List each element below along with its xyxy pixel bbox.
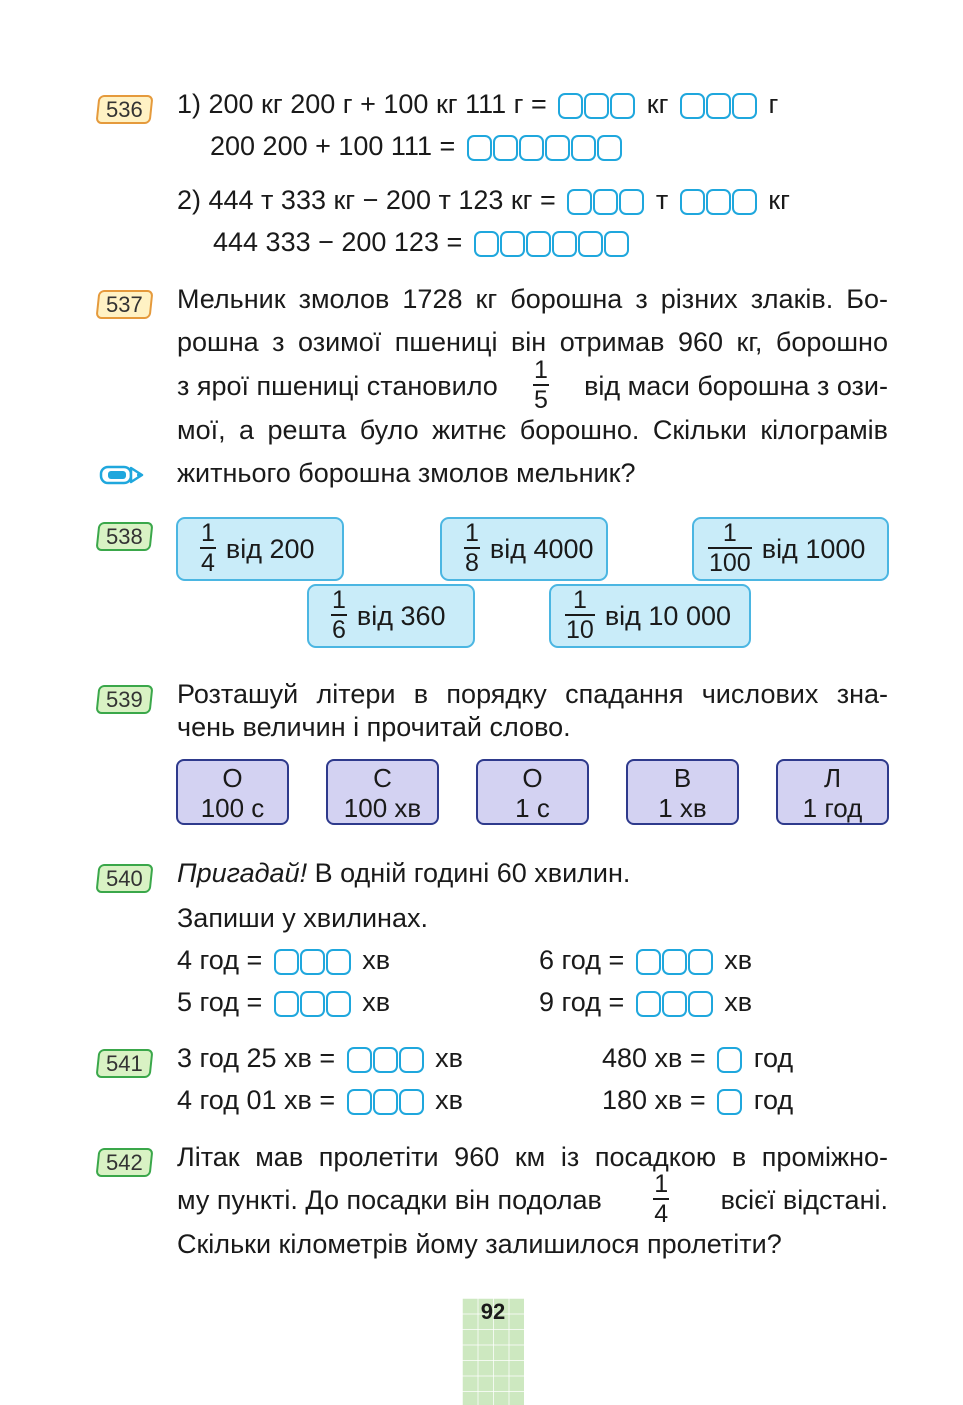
- exercise-number-542: 542: [95, 1148, 153, 1177]
- page-number: 92: [480, 1299, 506, 1324]
- answer-boxes[interactable]: [717, 1089, 742, 1115]
- fraction-task-card: $\frac{1}{6}$ від 360: [307, 584, 475, 648]
- answer-cell[interactable]: [567, 189, 592, 215]
- fraction-task-card: $\frac{1}{8}$ від 4000: [440, 517, 608, 581]
- answer-cell[interactable]: [326, 991, 351, 1017]
- answer-cell[interactable]: [347, 1047, 372, 1073]
- ex537-line-2: рошна з озимої пшениці він отримав 960 кг, борошно: [177, 327, 888, 357]
- answer-cell[interactable]: [373, 1089, 398, 1115]
- answer-boxes[interactable]: [274, 991, 351, 1017]
- answer-cell[interactable]: [552, 231, 577, 257]
- ex542-line-3: Скільки кілометрів йому залишилося пролетіти?: [177, 1229, 782, 1259]
- ex540-task: Запиши у хвилинах.: [177, 903, 428, 933]
- letter-card[interactable]: О 1 с: [476, 759, 589, 825]
- ex541-row: 4 год 01 хв = хв: [177, 1085, 463, 1115]
- fraction: $\frac{1}{8}$: [465, 518, 479, 577]
- ex541-row: 180 хв = год: [602, 1085, 794, 1115]
- answer-cell[interactable]: [610, 93, 635, 119]
- answer-cell[interactable]: [662, 949, 687, 975]
- ex540-row: 6 год = хв: [539, 945, 753, 975]
- answer-boxes[interactable]: [636, 949, 713, 975]
- ex536-line-4: 444 333 − 200 123 =: [213, 226, 633, 258]
- answer-cell[interactable]: [584, 93, 609, 119]
- letter-card[interactable]: Л 1 год: [776, 759, 889, 825]
- answer-boxes[interactable]: [567, 189, 644, 215]
- answer-boxes[interactable]: [347, 1047, 424, 1073]
- answer-cell[interactable]: [399, 1047, 424, 1073]
- answer-boxes[interactable]: [467, 135, 622, 161]
- answer-boxes[interactable]: [347, 1089, 424, 1115]
- ex536-line-2: 200 200 + 100 111 =: [210, 130, 626, 162]
- answer-boxes[interactable]: [274, 949, 351, 975]
- fraction-task-card: $\frac{1}{4}$ від 200: [176, 517, 344, 581]
- letter-card[interactable]: С 100 хв: [326, 759, 439, 825]
- ex536-line-3: 2) 444 т 333 кг − 200 т 123 кг = т кг: [177, 185, 790, 215]
- answer-cell[interactable]: [662, 991, 687, 1017]
- answer-cell[interactable]: [732, 189, 757, 215]
- ex537-line-3: з ярої пшениці становило $\frac{1}{5}$ від маси борошна з ози-: [177, 355, 888, 414]
- fraction: $\frac{1}{4}$: [654, 1169, 669, 1228]
- answer-cell[interactable]: [300, 991, 325, 1017]
- ex541-row: 3 год 25 хв = хв: [177, 1043, 463, 1073]
- answer-cell[interactable]: [593, 189, 618, 215]
- answer-cell[interactable]: [519, 135, 544, 161]
- answer-cell[interactable]: [545, 135, 570, 161]
- answer-cell[interactable]: [680, 93, 705, 119]
- exercise-number-540: 540: [95, 864, 153, 893]
- answer-cell[interactable]: [619, 189, 644, 215]
- exercise-number-539: 539: [95, 685, 153, 714]
- answer-cell[interactable]: [597, 135, 622, 161]
- ex542-line-1: Літак мав пролетіти 960 км із посадкою в проміжно-: [177, 1142, 888, 1172]
- answer-cell[interactable]: [571, 135, 596, 161]
- ex540-reminder: Пригадай! В одній годині 60 хвилин.: [177, 858, 631, 888]
- answer-cell[interactable]: [680, 189, 705, 215]
- answer-cell[interactable]: [717, 1089, 742, 1115]
- ex537-line-5: житнього борошна змолов мельник?: [177, 458, 636, 488]
- answer-cell[interactable]: [688, 949, 713, 975]
- ex539-line-1: Розташуй літери в порядку спадання числових зна-: [177, 679, 888, 709]
- letter-card[interactable]: В 1 хв: [626, 759, 739, 825]
- answer-boxes[interactable]: [636, 991, 713, 1017]
- fraction: $\frac{1}{10}$: [566, 585, 594, 644]
- answer-cell[interactable]: [326, 949, 351, 975]
- exercise-number-537: 537: [95, 290, 153, 319]
- fraction: $\frac{1}{4}$: [201, 518, 215, 577]
- answer-cell[interactable]: [706, 93, 731, 119]
- answer-boxes[interactable]: [474, 231, 629, 257]
- answer-cell[interactable]: [373, 1047, 398, 1073]
- answer-cell[interactable]: [493, 135, 518, 161]
- answer-cell[interactable]: [500, 231, 525, 257]
- answer-cell[interactable]: [636, 949, 661, 975]
- ex540-row: 4 год = хв: [177, 945, 391, 975]
- exercise-number-538: 538: [95, 522, 153, 551]
- ex536-line-1: 1) 200 кг 200 г + 100 кг 111 г = кг г: [177, 89, 779, 119]
- answer-boxes[interactable]: [558, 93, 635, 119]
- answer-cell[interactable]: [274, 991, 299, 1017]
- ex539-line-2: чень величин і прочитай слово.: [177, 712, 571, 742]
- answer-cell[interactable]: [347, 1089, 372, 1115]
- exercise-number-536: 536: [95, 95, 153, 124]
- answer-cell[interactable]: [399, 1089, 424, 1115]
- answer-cell[interactable]: [604, 231, 629, 257]
- exercise-number-541: 541: [95, 1049, 153, 1078]
- ex542-line-2: му пункті. До посадки він подолав $\frac{1}{4}$ всієї відстані.: [177, 1169, 888, 1228]
- answer-boxes[interactable]: [680, 189, 757, 215]
- ex541-row: 480 хв = год: [602, 1043, 794, 1073]
- answer-cell[interactable]: [558, 93, 583, 119]
- fraction: $\frac{1}{5}$: [533, 355, 548, 414]
- answer-boxes[interactable]: [680, 93, 757, 119]
- answer-cell[interactable]: [636, 991, 661, 1017]
- ex537-line-4: мої, а решта було житнє борошно. Скільки кілограмів: [177, 415, 888, 445]
- ex540-row: 9 год = хв: [539, 987, 753, 1017]
- answer-cell[interactable]: [526, 231, 551, 257]
- answer-cell[interactable]: [717, 1047, 742, 1073]
- fraction-task-card: $\frac{1}{100}$ від 1000: [692, 517, 889, 581]
- answer-boxes[interactable]: [717, 1047, 742, 1073]
- ex540-row: 5 год = хв: [177, 987, 391, 1017]
- answer-cell[interactable]: [706, 189, 731, 215]
- answer-cell[interactable]: [300, 949, 325, 975]
- fraction: $\frac{1}{100}$: [709, 518, 751, 577]
- answer-cell[interactable]: [578, 231, 603, 257]
- letter-card[interactable]: О 100 с: [176, 759, 289, 825]
- answer-cell[interactable]: [274, 949, 299, 975]
- answer-cell[interactable]: [474, 231, 499, 257]
- answer-cell[interactable]: [732, 93, 757, 119]
- fraction: $\frac{1}{6}$: [332, 585, 346, 644]
- pencil-icon: [98, 462, 144, 488]
- answer-cell[interactable]: [688, 991, 713, 1017]
- fraction-task-card: $\frac{1}{10}$ від 10 000: [549, 584, 751, 648]
- answer-cell[interactable]: [467, 135, 492, 161]
- ex537-line-1: Мельник змолов 1728 кг борошна з різних злаків. Бо-: [177, 284, 888, 314]
